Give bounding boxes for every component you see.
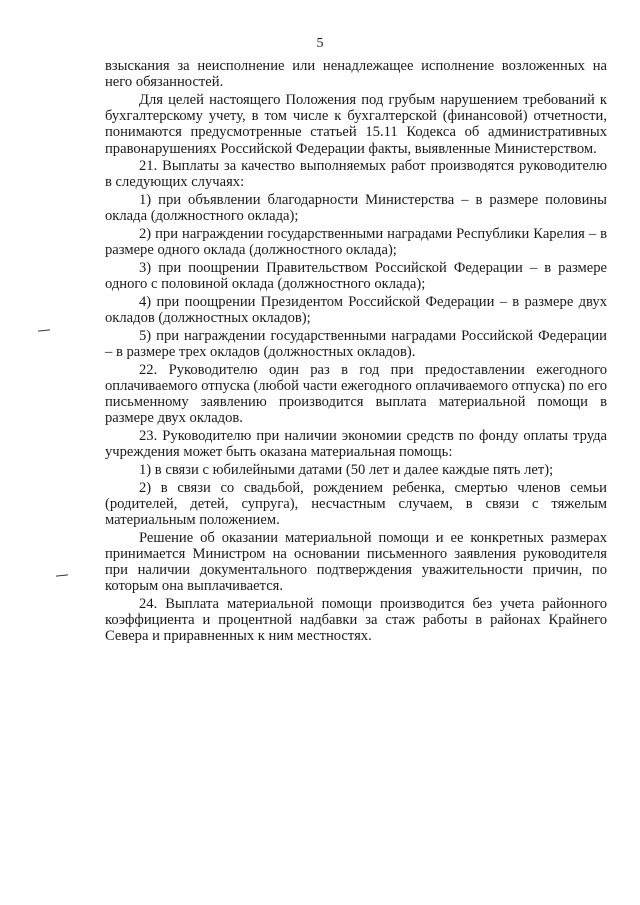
list-item: 3) при поощрении Правительством Российской Федерации – в размере одного с половиной оклада (должностного оклада);	[105, 259, 607, 293]
list-item: 2) при награждении государственными наградами Республики Карелия – в размере одного оклада (должностного оклада);	[105, 226, 607, 259]
paragraph: 23. Руководителю при наличии экономии средств по фонду оплаты труда учреждения может быть оказана материальная помощь:	[105, 427, 607, 461]
margin-mark	[38, 329, 50, 331]
paragraph: Для целей настоящего Положения под грубым нарушением требований к бухгалтерскому учету, в том числе к бухгалтерской (финансовой) отчетности, понимаются предусмотренные статьей 15.11 Кодекса об административных правонарушениях Российской Федерации факты, выявленные Министерством.	[105, 91, 607, 157]
list-item: 2) в связи со свадьбой, рождением ребенка, смертью членов семьи (родителей, детей, супруга), несчастным случаем, в связи с тяжелым материальным положением.	[105, 479, 607, 528]
paragraph: взыскания за неисполнение или ненадлежащее исполнение возложенных на него обязанностей.	[105, 58, 607, 91]
list-item: 1) в связи с юбилейными датами (50 лет и далее каждые пять лет);	[139, 461, 554, 478]
page-number: 5	[316, 36, 324, 51]
margin-mark	[56, 574, 68, 576]
list-item: 5) при награждении государственными наградами Российской Федерации – в размере трех окладов (должностных окладов).	[105, 327, 607, 360]
paragraph: 22. Руководителю один раз в год при предоставлении ежегодного оплачиваемого отпуска (любой части ежегодного оплачиваемого отпуска) по его письменному заявлению производится выплата материальной помощи в размере двух окладов.	[105, 361, 607, 427]
paragraph: Решение об оказании материальной помощи и ее конкретных размерах принимается Министром на основании письменного заявления руководителя при наличии документального подтверждения уважительности причин, по которым она выплачивается.	[105, 529, 607, 595]
paragraph: 21. Выплаты за качество выполняемых работ производятся руководителю в следующих случаях:	[105, 158, 607, 191]
list-item: 1) при объявлении благодарности Министерства – в размере половины оклада (должностного оклада);	[105, 192, 607, 225]
paragraph: 24. Выплата материальной помощи производится без учета районного коэффициента и процентной надбавки за стаж работы в районах Крайнего Севера и приравненных к ним местностях.	[105, 596, 607, 645]
list-item: 4) при поощрении Президентом Российской Федерации – в размере двух окладов (должностных окладов);	[105, 293, 607, 327]
document-body	[105, 58, 607, 646]
